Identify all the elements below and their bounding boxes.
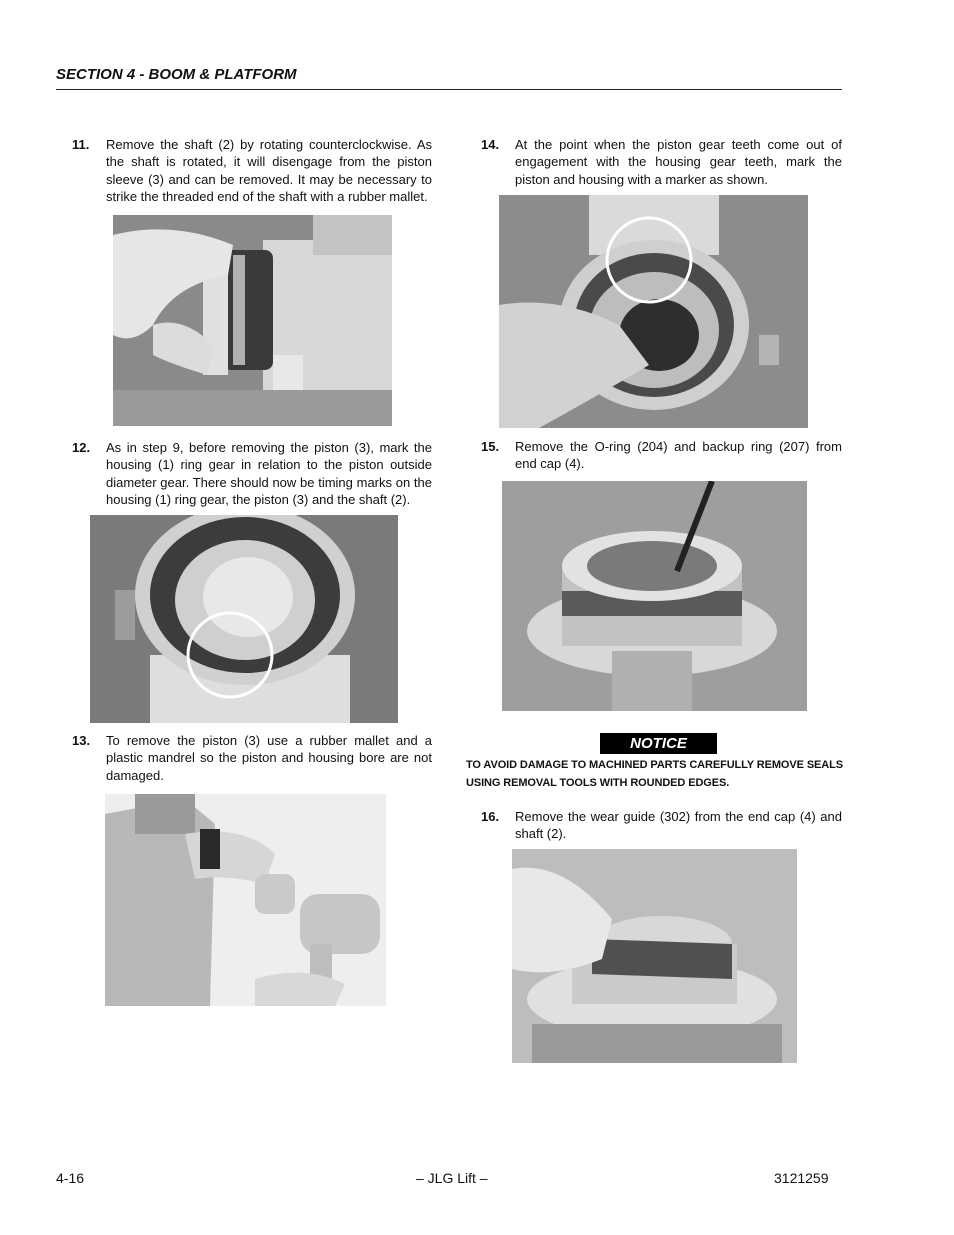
footer-center: – JLG Lift –	[416, 1170, 488, 1186]
step-text: Remove the wear guide (302) from the end cap (4) and shaft (2).	[515, 809, 842, 842]
step-number: 11.	[72, 137, 90, 152]
step-14	[481, 136, 842, 191]
step-text: At the point when the piston gear teeth come out of engagement with the housing gear teeth, mark the piston and housing with a marker as shown.	[515, 137, 842, 187]
photo-wear-guide-removal	[512, 849, 797, 1063]
step-12	[72, 439, 432, 509]
step-15	[481, 438, 842, 476]
header-rule	[56, 89, 842, 90]
step-number: 13.	[72, 733, 91, 748]
step-text: As in step 9, before removing the piston (3), mark the housing (1) ring gear in relation to the piston outside diameter gear. There should now be timing marks on the housing (1) ring gear, the piston (3) and the shaft (2).	[106, 440, 432, 507]
step-number: 15.	[481, 439, 500, 454]
step-number: 12.	[72, 440, 91, 455]
step-13	[72, 732, 432, 787]
photo-piston-marker	[499, 195, 808, 428]
notice-badge: NOTICE	[600, 733, 717, 754]
photo-timing-marks	[90, 515, 398, 723]
step-text: To remove the piston (3) use a rubber mallet and a plastic mandrel so the piston and housing bore are not damaged.	[106, 733, 432, 783]
step-number: 14.	[481, 137, 500, 152]
step-text: Remove the O-ring (204) and backup ring (207) from end cap (4).	[515, 439, 842, 472]
step-number: 16.	[481, 809, 500, 824]
step-text: Remove the shaft (2) by rotating counterclockwise. As the shaft is rotated, it will disengage from the piston sleeve (3) and can be removed. It may be necessary to strike the threaded end of the shaft with a rubber mallet.	[106, 137, 432, 204]
notice-text: TO AVOID DAMAGE TO MACHINED PARTS CAREFULLY REMOVE SEALS USING REMOVAL TOOLS WITH ROUNDED EDGES.	[466, 759, 843, 789]
page-number: 4-16	[56, 1170, 85, 1186]
section-title: SECTION 4 - BOOM & PLATFORM	[56, 66, 297, 83]
photo-mallet-mandrel	[105, 794, 386, 1006]
photo-shaft-removal	[113, 215, 392, 426]
step-16	[481, 808, 842, 846]
doc-number: 3121259	[774, 1170, 829, 1186]
photo-oring-removal	[502, 481, 807, 711]
step-11	[72, 136, 432, 206]
